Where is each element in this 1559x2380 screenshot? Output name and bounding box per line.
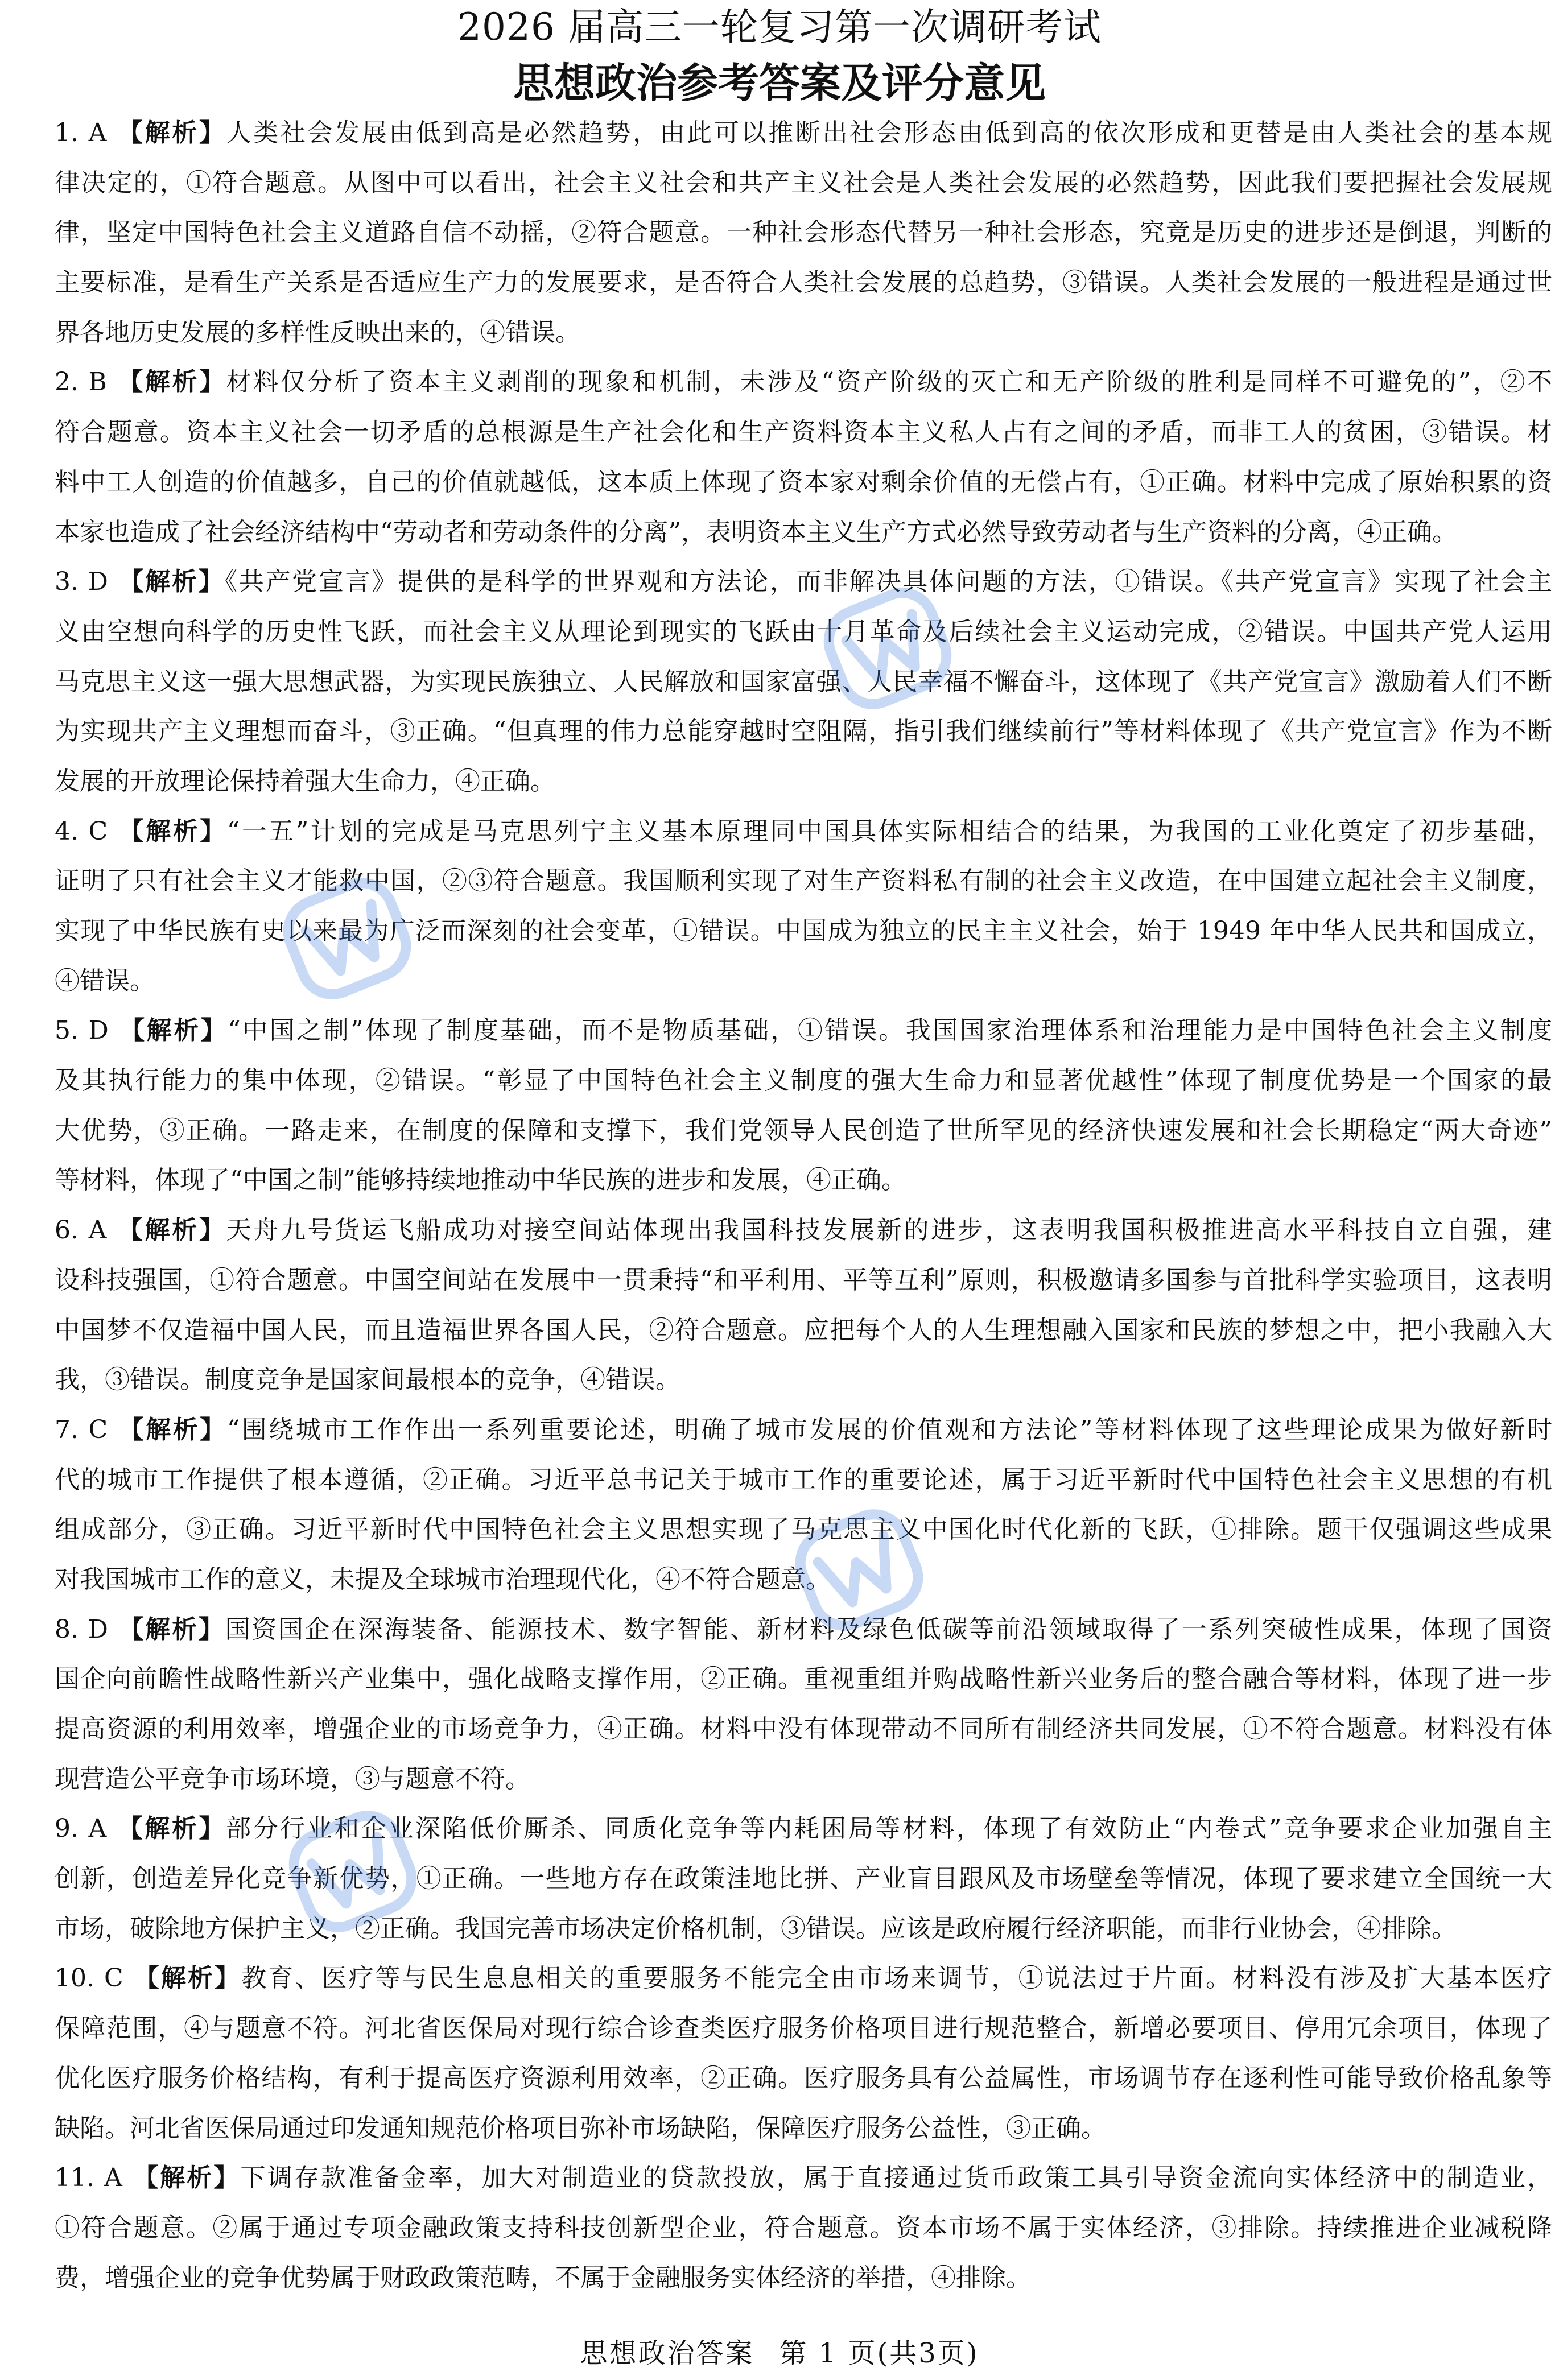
- answer-line: 保障范围，④与题意不符。河北省医保局对现行综合诊查类医疗服务价格项目进行规范整合，新增必要项目、停用冗余项目，体现了: [55, 2014, 1552, 2043]
- answer-line: 义由空想向科学的历史性飞跃，而社会主义从理论到现实的飞跃由十月革命及后续社会主义运动完成，②错误。中国共产党人运用: [55, 617, 1552, 646]
- answer-item-6: [55, 1205, 1552, 1405]
- analysis-tag: 【解析】: [132, 1964, 242, 1993]
- answer-line: 及其执行能力的集中体现，②错误。“彰显了中国特色社会主义制度的强大生命力和显著优越性”体现了制度优势是一个国家的最: [55, 1066, 1552, 1096]
- answer-first-line: [55, 557, 1552, 607]
- answer-text: 人类社会发展由低到高是必然趋势，由此可以推断出社会形态由低到高的依次形成和更替是由人类社会的基本规: [226, 118, 1552, 147]
- answer-text: 教育、医疗等与民生息息相关的重要服务不能完全由市场来调节，①说法过于片面。材料没有涉及扩大基本医疗: [241, 1964, 1552, 1993]
- answer-item-1: [55, 108, 1552, 357]
- answer-label: 3. D: [55, 567, 108, 597]
- answer-line: 市场，破除地方保护主义，②正确。我国完善市场决定价格机制，③错误。应该是政府履行经济职能，而非行业协会，④排除。: [55, 1914, 1457, 1943]
- answer-line: 等材料，体现了“中国之制”能够持续地推动中华民族的进步和发展，④正确。: [55, 1166, 906, 1195]
- answer-line: 界各地历史发展的多样性反映出来的，④错误。: [55, 317, 580, 347]
- answer-text: 《共产党宣言》提供的是科学的世界观和方法论，而非解决具体问题的方法，①错误。《共产党宣言》实现了社会主: [225, 567, 1552, 597]
- answer-line: 证明了只有社会主义才能救中国，②③符合题意。我国顺利实现了对生产资料私有制的社会主义改造，在中国建立起社会主义制度，: [55, 866, 1552, 896]
- answer-line: 缺陷。河北省医保局通过印发通知规范价格项目弥补市场缺陷，保障医疗服务公益性，③正确。: [55, 2113, 1106, 2143]
- answer-line: 创新，创造差异化竞争新优势，①正确。一些地方存在政策洼地比拼、产业盲目跟风及市场壁垒等情况，体现了要求建立全国统一大: [55, 1864, 1552, 1894]
- answer-label: 7. C: [55, 1415, 108, 1444]
- analysis-tag: 【解析】: [116, 1814, 226, 1844]
- answer-item-10: [55, 1953, 1552, 2153]
- answer-item-7: [55, 1405, 1552, 1605]
- analysis-tag: 【解析】: [116, 367, 226, 397]
- answer-item-11: [55, 2153, 1552, 2303]
- answer-line: 代的城市工作提供了根本遵循，②正确。习近平总书记关于城市工作的重要论述，属于习近平新时代中国特色社会主义思想的有机: [55, 1465, 1552, 1494]
- answer-label: 11. A: [55, 2163, 122, 2193]
- answer-label: 1. A: [55, 118, 107, 147]
- analysis-tag: 【解析】: [131, 2163, 241, 2193]
- answer-item-2: [55, 357, 1552, 557]
- answer-first-line: [55, 1006, 1552, 1056]
- answer-line: 律决定的，①符合题意。从图中可以看出，社会主义社会和共产主义社会是人类社会发展的必然趋势，因此我们要把握社会发展规: [55, 168, 1552, 197]
- answer-line: 为实现共产主义理想而奋斗，③正确。“但真理的伟力总能穿越时空阻隔，指引我们继续前行”等材料体现了《共产党宣言》作为不断: [55, 717, 1552, 746]
- answer-line: 符合题意。资本主义社会一切矛盾的总根源是生产社会化和生产资料资本主义私人占有之间的矛盾，而非工人的贫困，③错误。材: [55, 418, 1552, 447]
- footer-page-number: 第 1 页(共3页): [779, 2337, 979, 2369]
- answer-text: “一五”计划的完成是马克思列宁主义基本原理同中国具体实际相结合的结果，为我国的工业化奠定了初步基础，: [226, 816, 1552, 846]
- analysis-tag: 【解析】: [117, 567, 225, 597]
- answer-first-line: [55, 1605, 1552, 1655]
- answer-label: 2. B: [55, 367, 107, 397]
- answer-item-9: [55, 1804, 1552, 1953]
- answer-line: 提高资源的利用效率，增强企业的市场竞争力，④正确。材料中没有体现带动不同所有制经济共同发展，①不符合题意。材料没有体: [55, 1714, 1552, 1743]
- answer-line: 我，③错误。制度竞争是国家间最根本的竞争，④错误。: [55, 1365, 680, 1395]
- analysis-tag: 【解析】: [117, 1016, 228, 1046]
- answer-text: 国资国企在深海装备、能源技术、数字智能、新材料及绿色低碳等前沿领域取得了一系列突破性成果，体现了国资: [225, 1614, 1552, 1644]
- answer-line: 优化医疗服务价格结构，有利于提高医疗资源利用效率，②正确。医疗服务具有公益属性，市场调节存在逐利性可能导致价格乱象等: [55, 2063, 1552, 2093]
- answer-line: 大优势，③正确。一路走来，在制度的保障和支撑下，我们党领导人民创造了世所罕见的经济快速发展和社会长期稳定“两大奇迹”: [55, 1115, 1552, 1145]
- answer-first-line: [55, 1953, 1552, 2003]
- answer-item-4: [55, 807, 1552, 1006]
- answer-line: ④错误。: [55, 966, 155, 995]
- answer-first-line: [55, 357, 1552, 407]
- answer-item-3: [55, 557, 1552, 806]
- analysis-tag: 【解析】: [117, 1614, 225, 1644]
- answer-line: 马克思主义这一强大思想武器，为实现民族独立、人民解放和国家富强、人民幸福不懈奋斗，这体现了《共产党宣言》激励着人们不断: [55, 667, 1552, 696]
- answer-text: 材料仅分析了资本主义剥削的现象和机制，未涉及“资产阶级的灭亡和无产阶级的胜利是同样不可避免的”，②不: [226, 367, 1552, 397]
- answer-label: 9. A: [55, 1814, 107, 1844]
- answer-item-8: [55, 1605, 1552, 1804]
- answer-line: 现营造公平竞争市场环境，③与题意不符。: [55, 1764, 530, 1794]
- answer-line: 费，增强企业的竞争优势属于财政政策范畴，不属于金融服务实体经济的举措，④排除。: [55, 2263, 1031, 2292]
- answer-text: 天舟九号货运飞船成功对接空间站体现出我国科技发展新的进步，这表明我国积极推进高水平科技自立自强，建: [226, 1216, 1552, 1245]
- answer-first-line: [55, 108, 1552, 158]
- answer-line: 主要标准，是看生产关系是否适应生产力的发展要求，是否符合人类社会发展的总趋势，③错误。人类社会发展的一般进程是通过世: [55, 268, 1552, 298]
- answer-label: 10. C: [55, 1964, 123, 1993]
- answer-line: 组成部分，③正确。习近平新时代中国特色社会主义思想实现了马克思主义中国化时代化新的飞跃，①排除。题干仅强调这些成果: [55, 1515, 1552, 1544]
- exam-title: 2026 届高三一轮复习第一次调研考试: [457, 5, 1102, 49]
- answer-text: 部分行业和企业深陷低价厮杀、同质化竞争等内耗困局等材料，体现了有效防止“内卷式”竞争要求企业加强自主: [226, 1814, 1552, 1844]
- answer-line: 实现了中华民族有史以来最为广泛而深刻的社会变革，①错误。中国成为独立的民主主义社会，始于 1949 年中华人民共和国成立，: [55, 916, 1552, 945]
- analysis-tag: 【解析】: [117, 1415, 227, 1444]
- answer-item-5: [55, 1006, 1552, 1205]
- answer-label: 8. D: [55, 1614, 108, 1644]
- footer-document-name: 思想政治答案: [580, 2337, 754, 2369]
- answer-line: ①符合题意。②属于通过专项金融政策支持科技创新型企业，符合题意。资本市场不属于实体经济，③排除。持续推进企业减税降: [55, 2213, 1552, 2242]
- answer-line: 发展的开放理论保持着强大生命力，④正确。: [55, 766, 555, 796]
- page-footer: [0, 2332, 1559, 2374]
- analysis-tag: 【解析】: [116, 118, 226, 147]
- answer-first-line: [55, 1804, 1552, 1854]
- answer-line: 对我国城市工作的意义，未提及全球城市治理现代化，④不符合题意。: [55, 1564, 831, 1594]
- answer-first-line: [55, 2153, 1552, 2203]
- analysis-tag: 【解析】: [116, 1216, 226, 1245]
- answer-line: 律，坚定中国特色社会主义道路自信不动摇，②符合题意。一种社会形态代替另一种社会形态，究竟是历史的进步还是倒退，判断的: [55, 218, 1552, 247]
- answer-first-line: [55, 1405, 1552, 1455]
- answer-line: 料中工人创造的价值越多，自己的价值就越低，这本质上体现了资本家对剩余价值的无偿占有，①正确。材料中完成了原始积累的资: [55, 467, 1552, 497]
- answer-line: 国企向前瞻性战略性新兴产业集中，强化战略支撑作用，②正确。重视重组并购战略性新兴业务后的整合融合等材料，体现了进一步: [55, 1664, 1552, 1694]
- analysis-tag: 【解析】: [117, 816, 227, 846]
- answer-first-line: [55, 807, 1552, 857]
- answer-label: 4. C: [55, 816, 108, 846]
- answer-list: [55, 108, 1552, 2303]
- answer-line: 本家也造成了社会经济结构中“劳动者和劳动条件的分离”，表明资本主义生产方式必然导致劳动者与生产资料的分离，④正确。: [55, 517, 1457, 547]
- answer-line: 中国梦不仅造福中国人民，而且造福世界各国人民，②符合题意。应把每个人的人生理想融入国家和民族的梦想之中，把小我融入大: [55, 1315, 1552, 1345]
- answer-label: 6. A: [55, 1216, 107, 1245]
- answer-line: 设科技强国，①符合题意。中国空间站在发展中一贯秉持“和平利用、平等互利”原则，积极邀请多国参与首批科学实验项目，这表明: [55, 1265, 1552, 1295]
- document-subtitle: 思想政治参考答案及评分意见: [513, 59, 1046, 107]
- answer-text: “围绕城市工作作出一系列重要论述，明确了城市发展的价值观和方法论”等材料体现了这些理论成果为做好新时: [226, 1415, 1552, 1444]
- answer-label: 5. D: [55, 1016, 109, 1046]
- answer-text: 下调存款准备金率，加大对制造业的贷款投放，属于直接通过货币政策工具引导资金流向实体经济中的制造业，: [240, 2163, 1552, 2193]
- answer-first-line: [55, 1205, 1552, 1255]
- answer-text: “中国之制”体现了制度基础，而不是物质基础，①错误。我国国家治理体系和治理能力是中国特色社会主义制度: [228, 1016, 1552, 1046]
